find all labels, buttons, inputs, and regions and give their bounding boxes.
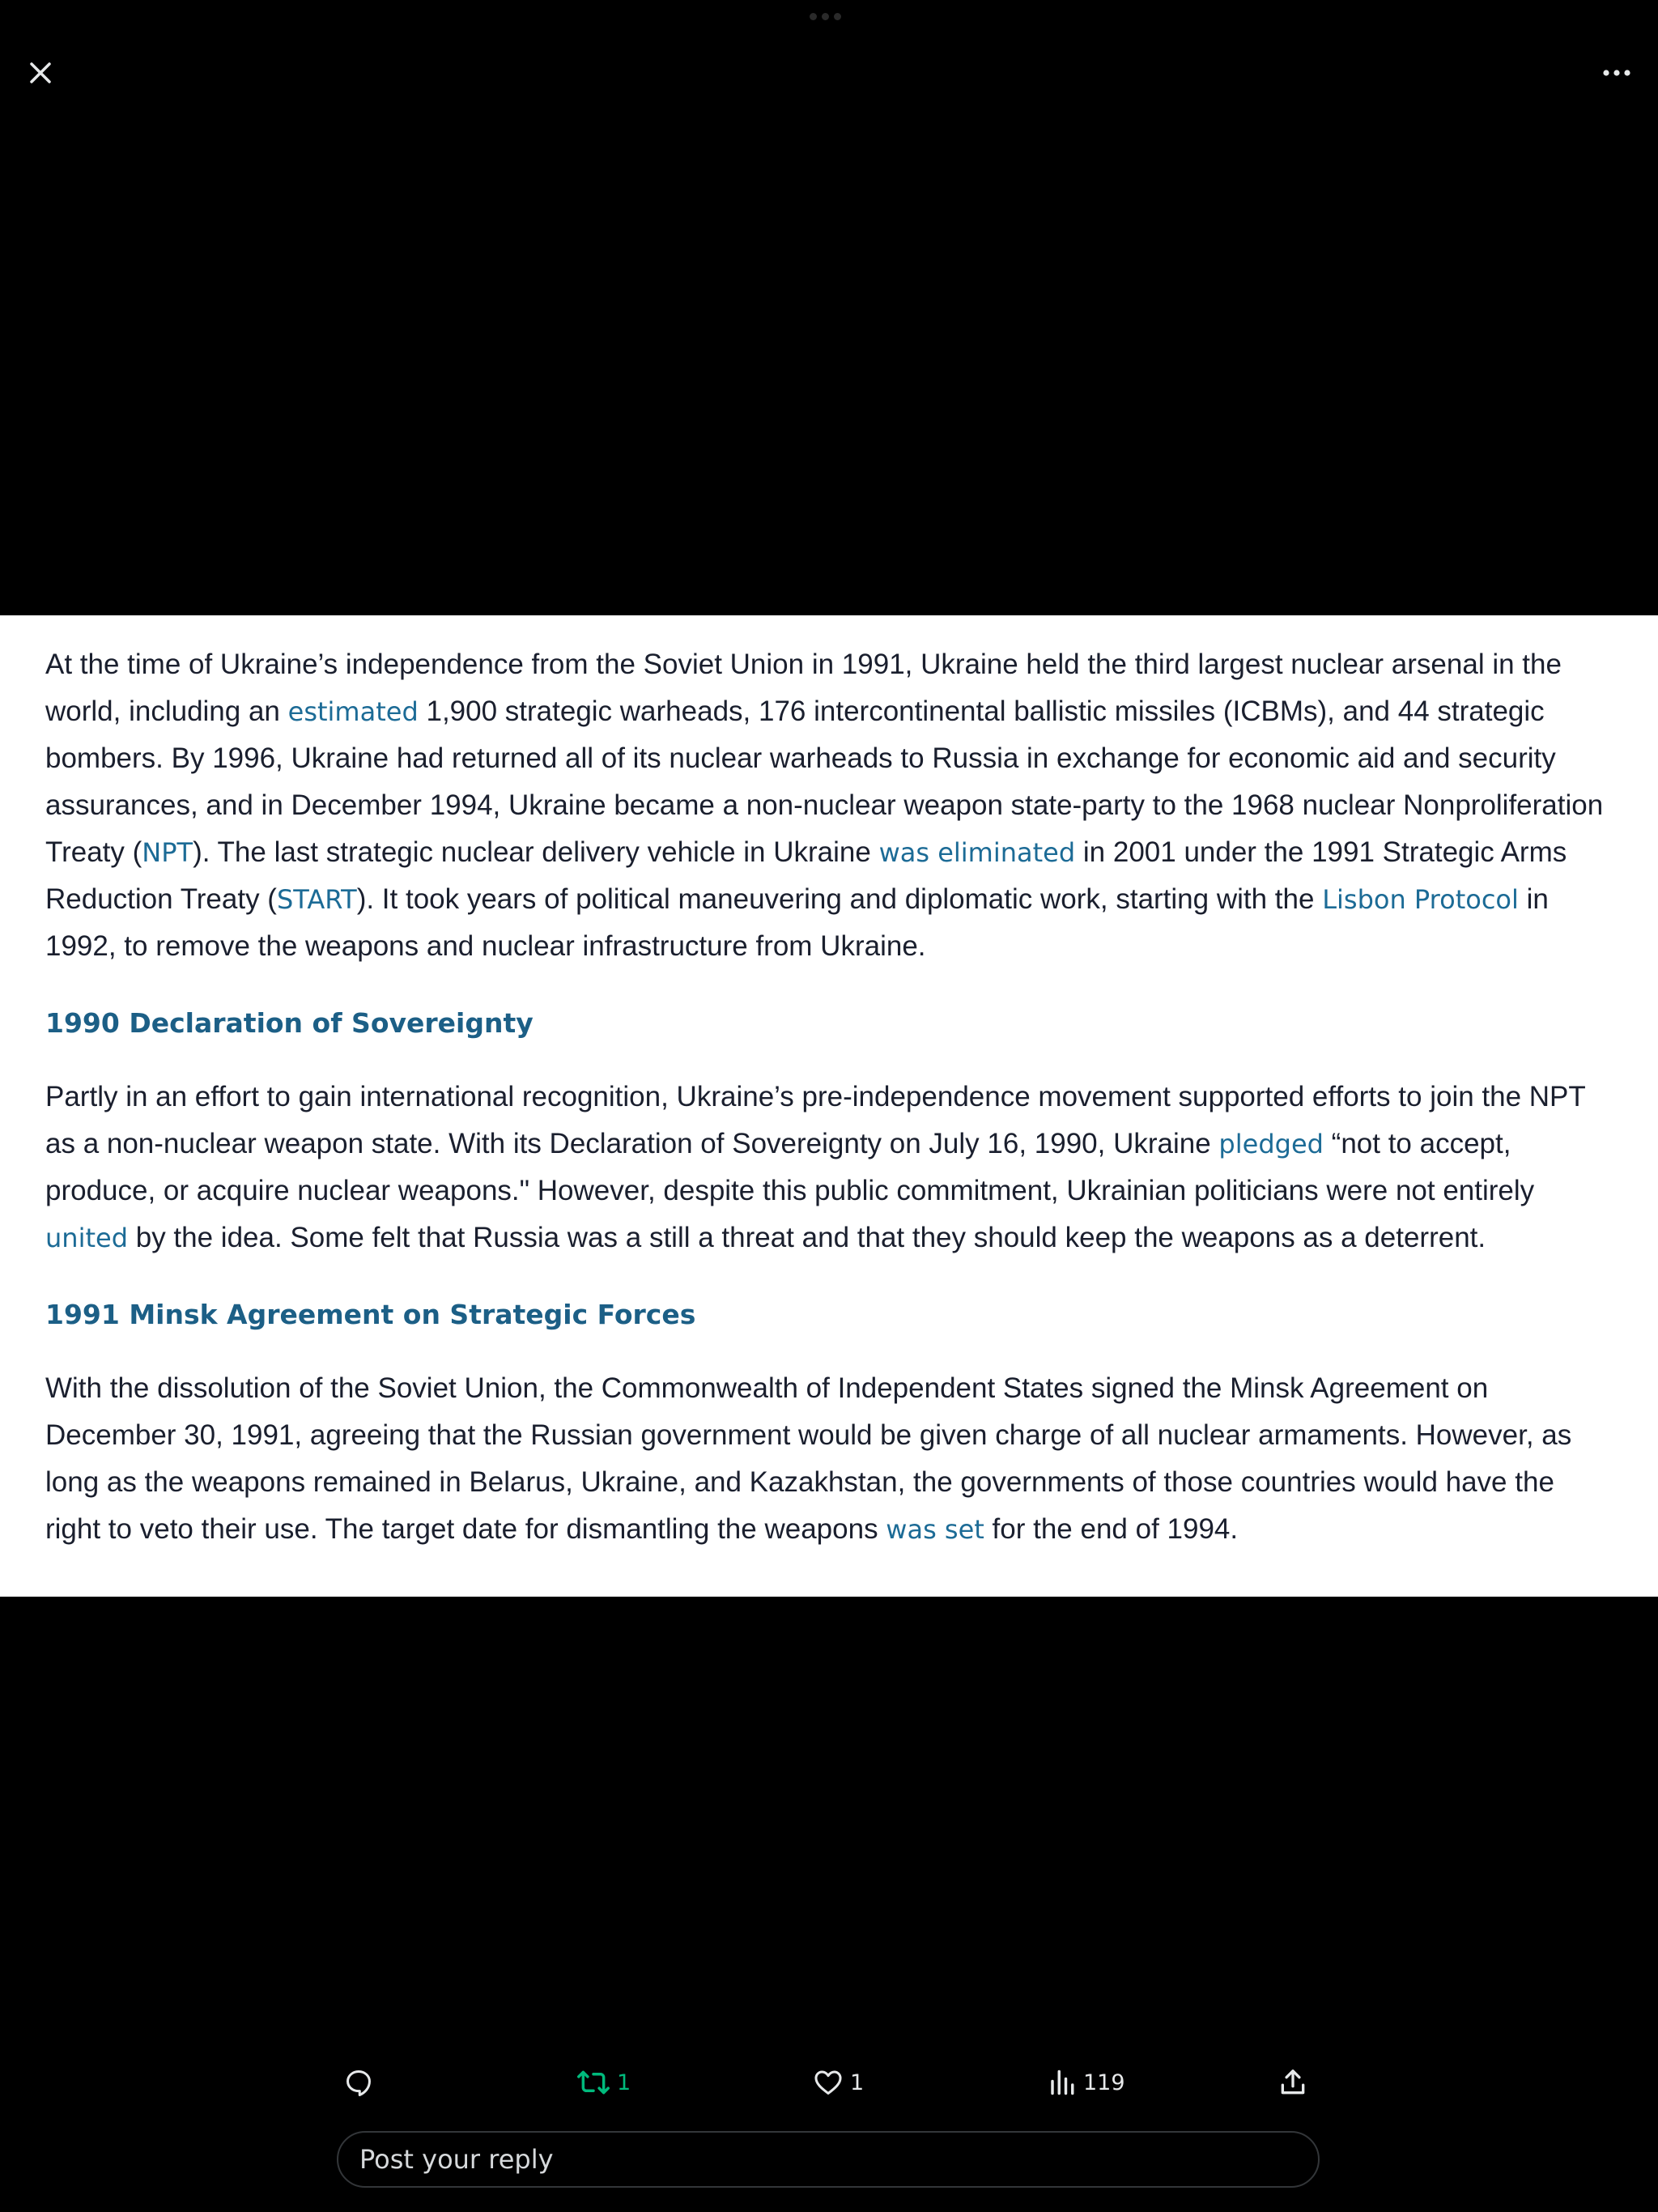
paragraph-sovereignty [45,1074,1613,1261]
views-button[interactable] [1048,2057,1125,2108]
paragraph-text: by the idea. Some felt that Russia was a still a threat and that they should keep the weapons as a deterrent. [128,1222,1486,1253]
link-was-set[interactable]: was set [886,1514,984,1545]
paragraph-text: With the dissolution of the Soviet Union, the Commonwealth of Independent States signed the Minsk Agreement on December 30, 1991, agreeing that the Russian government would be given charge of all nuclear armaments. However, as long as the weapons remained in Belarus, Ukraine, and Kazakhstan, the governments of those countries would have the right to veto their use. The target date for dismantling the weapons [45,1372,1572,1545]
retweet-icon [576,2067,610,2098]
retweet-button[interactable] [576,2057,631,2108]
link-was-eliminated[interactable]: was eliminated [878,837,1076,868]
post-action-bar [337,2057,1321,2108]
reply-button[interactable] [343,2057,374,2108]
heart-icon [813,2067,844,2098]
media-viewer-grabber [810,10,848,23]
share-icon [1278,2067,1308,2098]
paragraph-text: 1,900 strategic warheads, 176 intercontinental ballistic missiles (ICBMs), and 44 strategic bombers. By 1996, Ukraine had returned all of its nuclear warheads to Russia in exchange for economic aid and security assurances, and in December 1994, Ukraine became a non-nuclear weapon state-party to the 1968 nuclear Nonproliferation Treaty ( [45,696,1604,868]
share-button[interactable] [1278,2057,1308,2108]
grabber-dot [810,13,817,20]
like-count: 1 [850,2069,865,2095]
article-image [0,615,1658,1597]
close-button[interactable] [21,53,60,92]
grabber-dot [822,13,829,20]
close-icon [28,61,53,85]
paragraph-text: for the end of 1994. [984,1513,1239,1545]
link-estimated[interactable]: estimated [287,696,419,727]
link-lisbon-protocol[interactable]: Lisbon Protocol [1322,884,1519,915]
paragraph-independence [45,641,1613,970]
reply-input[interactable] [358,2143,1318,2176]
paragraph-text: “not to accept, produce, or acquire nuclear weapons." However, despite this public commitment, Ukrainian politicians were not entirely [45,1128,1535,1206]
views-count: 119 [1083,2069,1125,2095]
views-icon [1048,2067,1077,2098]
heading-minsk-agreement: 1991 Minsk Agreement on Strategic Forces [45,1299,696,1330]
more-horizontal-icon [1602,69,1631,77]
more-options-button[interactable] [1596,53,1637,92]
paragraph-text: At the time of Ukraine’s independence from the Soviet Union in 1991, Ukraine held the third largest nuclear arsenal in the world, including an [45,649,1562,727]
link-pledged[interactable]: pledged [1218,1129,1324,1159]
paragraph-text: Partly in an effort to gain international recognition, Ukraine’s pre-independence movement supported efforts to join the NPT as a non-nuclear weapon state. With its Declaration of Sovereignty on July 16, 1990, Ukraine [45,1081,1586,1159]
heading-declaration-of-sovereignty: 1990 Declaration of Sovereignty [45,1007,534,1039]
like-button[interactable] [813,2057,864,2108]
retweet-count: 1 [617,2069,631,2095]
paragraph-text: ). It took years of political maneuvering and diplomatic work, starting with the [356,883,1323,915]
reply-composer[interactable] [337,2131,1320,2188]
paragraph-text: ). The last strategic nuclear delivery vehicle in Ukraine [193,836,879,868]
link-start[interactable]: START [276,884,357,915]
paragraph-text: in 1992, to remove the weapons and nuclear infrastructure from Ukraine. [45,883,1549,962]
paragraph-text: in 2001 under the 1991 Strategic Arms Reduction Treaty ( [45,836,1567,915]
link-npt[interactable]: NPT [142,837,193,868]
paragraph-minsk [45,1365,1613,1553]
grabber-dot [834,13,841,20]
reply-icon [343,2067,374,2098]
link-united[interactable]: united [45,1223,128,1253]
